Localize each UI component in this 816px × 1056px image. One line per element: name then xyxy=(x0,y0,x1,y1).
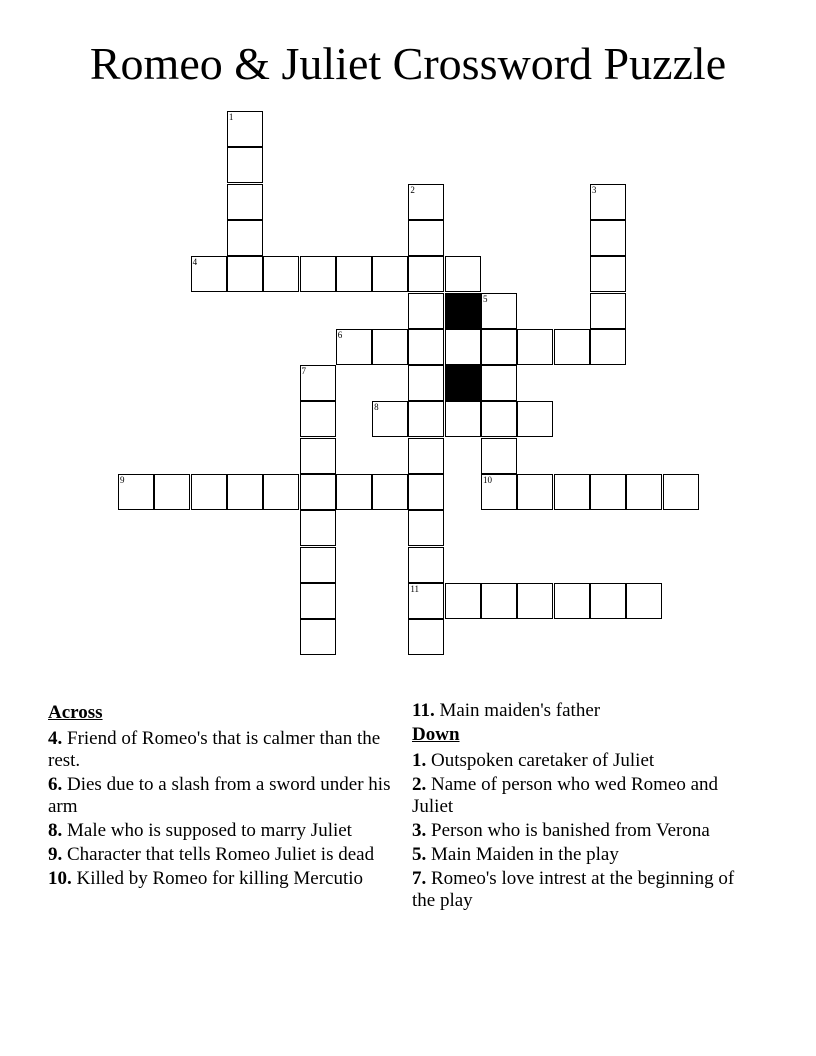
grid-cell[interactable] xyxy=(300,547,336,583)
grid-cell[interactable] xyxy=(263,256,299,292)
grid-cell[interactable] xyxy=(336,474,372,510)
clue-across-8: 8. Male who is supposed to marry Juliet xyxy=(48,820,352,841)
grid-cell[interactable] xyxy=(590,474,626,510)
grid-cell[interactable] xyxy=(408,365,444,401)
grid-cell[interactable] xyxy=(626,474,662,510)
clue-across-9: 9. Character that tells Romeo Juliet is dead xyxy=(48,844,375,865)
grid-clue-number: 1 xyxy=(228,112,234,122)
clue-across-4: 4. Friend of Romeo's that is calmer than the rest. xyxy=(48,728,381,771)
grid-cell[interactable] xyxy=(263,474,299,510)
clue-across-10: 10. Killed by Romeo for killing Mercutio xyxy=(48,868,364,889)
grid-cell[interactable] xyxy=(408,184,444,220)
grid-cell[interactable] xyxy=(408,547,444,583)
grid-cell[interactable] xyxy=(481,438,517,474)
grid-cell[interactable] xyxy=(554,474,590,510)
down-heading: Down xyxy=(412,724,460,745)
grid-cell[interactable] xyxy=(154,474,190,510)
grid-cell[interactable] xyxy=(481,329,517,365)
grid-clue-number: 4 xyxy=(192,257,198,268)
grid-block-cell xyxy=(445,365,481,401)
across-heading: Across xyxy=(48,702,103,723)
clue-down-1: 1. Outspoken caretaker of Juliet xyxy=(412,750,655,771)
grid-cell[interactable] xyxy=(300,583,336,619)
grid-cell[interactable] xyxy=(481,365,517,401)
grid-clue-number: 6 xyxy=(337,329,343,340)
grid-cell[interactable] xyxy=(191,474,227,510)
grid-cell[interactable] xyxy=(517,583,553,619)
grid-cell[interactable] xyxy=(118,474,154,510)
clue-down-7: 7. Romeo's love intrest at the beginning of the play xyxy=(412,868,735,911)
grid-cell[interactable] xyxy=(590,256,626,292)
grid-cell[interactable] xyxy=(481,401,517,437)
clue-down-5: 5. Main Maiden in the play xyxy=(412,844,619,865)
grid-cell[interactable] xyxy=(408,474,444,510)
grid-block-cell xyxy=(445,293,481,329)
clue-down-3: 3. Person who is banished from Verona xyxy=(412,820,710,841)
grid-cell[interactable] xyxy=(336,256,372,292)
grid-cell[interactable] xyxy=(408,293,444,329)
grid-cell[interactable] xyxy=(227,474,263,510)
grid-cell[interactable] xyxy=(517,401,553,437)
grid-cell[interactable] xyxy=(408,510,444,546)
puzzle-title: Romeo & Juliet Crossword Puzzle xyxy=(89,38,727,89)
grid-clue-number: 9 xyxy=(120,475,125,485)
grid-clue-number: 10 xyxy=(483,475,492,485)
clue-across-6: 6. Dies due to a slash from a sword under his arm xyxy=(48,774,391,817)
grid-cell[interactable] xyxy=(227,184,263,220)
grid-cell[interactable] xyxy=(481,293,517,329)
grid-cell[interactable] xyxy=(227,111,263,147)
grid-cell[interactable] xyxy=(300,510,336,546)
grid-cell[interactable] xyxy=(300,619,336,655)
grid-cell[interactable] xyxy=(372,474,408,510)
grid-cell[interactable] xyxy=(191,256,227,292)
grid-cell[interactable] xyxy=(554,583,590,619)
grid-cell[interactable] xyxy=(408,401,444,437)
grid-cell[interactable] xyxy=(300,474,336,510)
grid-cell[interactable] xyxy=(408,256,444,292)
grid-cell[interactable] xyxy=(336,329,372,365)
clues-right-column xyxy=(412,700,757,914)
grid-cell[interactable] xyxy=(445,256,481,292)
grid-cell[interactable] xyxy=(590,293,626,329)
grid-cell[interactable] xyxy=(227,256,263,292)
grid-cell[interactable] xyxy=(445,329,481,365)
grid-cell[interactable] xyxy=(300,256,336,292)
grid-clue-number: 5 xyxy=(483,293,488,304)
grid-cell[interactable] xyxy=(481,474,517,510)
grid-cell[interactable] xyxy=(554,329,590,365)
grid-cell[interactable] xyxy=(445,583,481,619)
grid-cell[interactable] xyxy=(663,474,699,510)
grid-cell[interactable] xyxy=(408,583,444,619)
grid-cell[interactable] xyxy=(227,147,263,183)
grid-clue-number: 3 xyxy=(591,184,597,195)
grid-cell[interactable] xyxy=(445,401,481,437)
grid-cell[interactable] xyxy=(408,619,444,655)
grid-cell[interactable] xyxy=(626,583,662,619)
grid-cell[interactable] xyxy=(517,329,553,365)
grid-cell[interactable] xyxy=(481,583,517,619)
grid-cell[interactable] xyxy=(590,583,626,619)
grid-cell[interactable] xyxy=(590,184,626,220)
grid-cell[interactable] xyxy=(372,401,408,437)
grid-clue-number: 8 xyxy=(374,402,379,413)
grid-cell[interactable] xyxy=(300,365,336,401)
grid-cell[interactable] xyxy=(517,474,553,510)
grid-cell[interactable] xyxy=(408,220,444,256)
clue-down-2: 2. Name of person who wed Romeo and Juliet xyxy=(412,774,719,817)
grid-clue-number: 2 xyxy=(410,184,415,195)
clues-left-column xyxy=(48,700,393,892)
grid-cell[interactable] xyxy=(590,329,626,365)
grid-clue-number: 11 xyxy=(410,583,420,594)
grid-cell[interactable] xyxy=(372,329,408,365)
grid-clue-number: 7 xyxy=(301,366,306,377)
grid-cell[interactable] xyxy=(300,438,336,474)
grid-cell[interactable] xyxy=(590,220,626,256)
grid-cell[interactable] xyxy=(227,220,263,256)
grid-cell[interactable] xyxy=(372,256,408,292)
grid-cell[interactable] xyxy=(408,438,444,474)
clue-across-11: 11. Main maiden's father xyxy=(412,700,601,721)
grid-cell[interactable] xyxy=(408,329,444,365)
grid-cell[interactable] xyxy=(300,401,336,437)
